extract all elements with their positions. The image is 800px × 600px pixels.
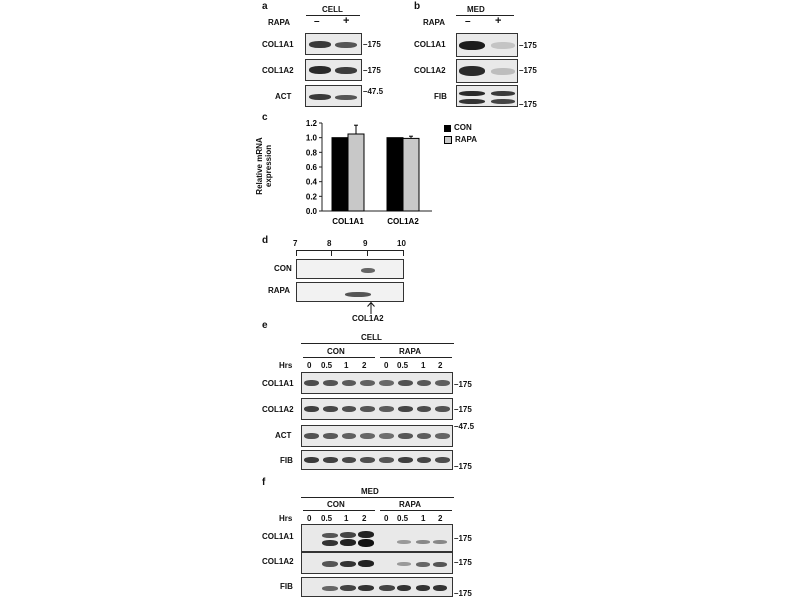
blot-band <box>459 99 485 104</box>
blot-band <box>491 42 515 49</box>
blot-band <box>398 406 413 412</box>
blot-band <box>433 540 447 544</box>
blot-strip <box>301 577 453 597</box>
blot-band <box>397 562 411 566</box>
scale-label: 9 <box>363 239 368 248</box>
legend-item-con <box>444 122 477 134</box>
blot-band <box>323 457 338 463</box>
condition-underline <box>380 510 452 511</box>
minus-sign: – <box>314 16 320 27</box>
timepoint: 2 <box>362 514 367 523</box>
blot-band <box>342 380 357 386</box>
timepoint: 0 <box>384 514 389 523</box>
timepoint: 0.5 <box>397 361 409 370</box>
blot-band <box>358 560 374 567</box>
condition-label: RAPA <box>399 347 422 356</box>
blot-band <box>360 457 375 463</box>
blot-band <box>335 95 357 100</box>
blot-strip <box>301 450 453 470</box>
blot-band <box>322 561 338 567</box>
blot-band <box>379 457 394 463</box>
blot-strip <box>456 59 518 83</box>
mw-marker: –175 <box>454 380 472 389</box>
blot-band <box>417 406 432 412</box>
mw-marker: –175 <box>454 589 472 598</box>
blot-band <box>491 68 515 75</box>
blot-band <box>309 94 331 100</box>
blot-strip <box>305 85 362 107</box>
scale-line <box>296 250 404 251</box>
legend-swatch <box>444 125 451 132</box>
group-underline <box>301 497 454 498</box>
timepoint: 0.5 <box>321 361 333 370</box>
timepoint: 0 <box>307 514 312 523</box>
blot-strip <box>305 33 362 55</box>
mw-marker: –175 <box>363 40 381 49</box>
mw-marker: –175 <box>519 66 537 75</box>
scale-tick <box>296 250 297 256</box>
blot-band <box>335 42 357 48</box>
y-tick-label: 0.2 <box>305 192 317 202</box>
scale-tick <box>367 250 368 256</box>
blot-band <box>342 433 357 439</box>
blot-band <box>304 433 319 439</box>
blot-band <box>360 433 375 439</box>
panel-letter-a: a <box>262 1 268 12</box>
group-underline <box>301 343 454 344</box>
arrow-up-icon <box>366 301 376 315</box>
blot-band <box>309 41 331 48</box>
mw-marker: –175 <box>363 66 381 75</box>
condition-label: RAPA <box>399 500 422 509</box>
blot-band <box>360 406 375 412</box>
timepoint: 0.5 <box>321 514 333 523</box>
blot-band <box>342 457 357 463</box>
blot-band <box>417 457 432 463</box>
blot-band <box>459 41 485 50</box>
mw-marker: –175 <box>519 41 537 50</box>
mw-marker: –47.5 <box>363 87 384 96</box>
row-label: FIB <box>434 92 447 101</box>
timepoint: 0.5 <box>397 514 409 523</box>
blot-strip <box>301 552 453 574</box>
plus-sign: + <box>495 15 502 27</box>
scale-label: 8 <box>327 239 332 248</box>
timepoint: 0 <box>307 361 312 370</box>
blot-band <box>416 540 430 544</box>
blot-band <box>397 585 411 591</box>
scale-tick <box>403 250 404 256</box>
group-label-cell: CELL <box>361 333 382 342</box>
mw-marker: –175 <box>454 405 472 414</box>
y-axis-title: Relative mRNA expression <box>254 137 273 195</box>
condition-underline <box>380 357 452 358</box>
timepoint: 2 <box>362 361 367 370</box>
blot-band <box>397 540 411 544</box>
y-axis-title-wrap <box>255 131 273 201</box>
blot-band <box>398 457 413 463</box>
row-label: RAPA <box>268 286 291 295</box>
blot-strip <box>296 259 404 279</box>
blot-band <box>340 561 356 567</box>
blot-strip <box>301 372 453 394</box>
treatment-label: RAPA <box>423 18 446 27</box>
blot-strip <box>301 398 453 420</box>
chart-legend <box>444 122 477 146</box>
blot-band <box>358 539 374 547</box>
blot-band <box>304 457 319 463</box>
y-tick-label: 0.4 <box>305 177 317 187</box>
blot-band <box>435 406 450 412</box>
condition-label: CON <box>327 347 345 356</box>
blot-band <box>379 380 394 386</box>
blot-band <box>379 406 394 412</box>
scale-label: 7 <box>293 239 298 248</box>
legend-item-rapa <box>444 134 477 146</box>
minus-sign: – <box>465 16 471 27</box>
blot-strip <box>305 59 362 81</box>
blot-band <box>435 433 450 439</box>
panel-letter-e: e <box>262 320 268 331</box>
bar-chart <box>290 115 440 230</box>
timepoint: 0 <box>384 361 389 370</box>
panel-letter-d: d <box>262 235 269 246</box>
panel-letter-b: b <box>414 1 421 12</box>
timepoint: 2 <box>438 361 443 370</box>
row-label: COL1A1 <box>262 40 294 49</box>
bar <box>387 138 403 211</box>
blot-strip <box>456 85 518 107</box>
blot-band <box>340 585 356 591</box>
legend-label: CON <box>454 123 472 132</box>
mw-marker: –175 <box>454 558 472 567</box>
bar <box>332 138 348 211</box>
condition-underline <box>303 357 375 358</box>
condition-label: CON <box>327 500 345 509</box>
legend-label: RAPA <box>455 135 478 144</box>
row-label: ACT <box>275 92 292 101</box>
timepoint: 1 <box>344 514 349 523</box>
blot-strip <box>456 33 518 57</box>
scale-tick <box>331 250 332 256</box>
group-label-med: MED <box>361 487 379 496</box>
blot-band <box>491 91 515 96</box>
bar <box>403 138 419 211</box>
row-label: ACT <box>275 431 292 440</box>
blot-band <box>323 406 338 412</box>
scale-label: 10 <box>397 239 406 248</box>
group-label-cell: CELL <box>322 5 343 14</box>
blot-band <box>322 533 338 538</box>
blot-strip <box>296 282 404 302</box>
blot-band <box>323 433 338 439</box>
blot-band <box>417 433 432 439</box>
treatment-label: RAPA <box>268 18 291 27</box>
blot-spot <box>345 292 371 297</box>
blot-band <box>304 380 319 386</box>
group-label-med: MED <box>467 5 485 14</box>
bar <box>348 134 364 211</box>
x-tick-label: COL1A1 <box>332 217 364 226</box>
row-label: COL1A1 <box>414 40 446 49</box>
blot-band <box>379 585 395 591</box>
blot-band <box>398 380 413 386</box>
condition-underline <box>303 510 375 511</box>
blot-band <box>416 562 430 567</box>
row-label: COL1A1 <box>262 532 294 541</box>
blot-band <box>433 562 447 567</box>
y-tick-label: 1.2 <box>305 119 317 128</box>
timepoint: 2 <box>438 514 443 523</box>
row-label: FIB <box>280 456 293 465</box>
panel-letter-c: c <box>262 112 268 123</box>
blot-band <box>340 532 356 538</box>
legend-swatch <box>444 136 452 144</box>
row-label: COL1A2 <box>262 557 294 566</box>
timepoint: 1 <box>344 361 349 370</box>
blot-band <box>323 380 338 386</box>
arrow-label: COL1A2 <box>352 314 384 323</box>
blot-band <box>435 457 450 463</box>
blot-band <box>304 406 319 412</box>
blot-band <box>435 380 450 386</box>
y-tick-label: 0.6 <box>305 163 317 172</box>
panel-letter-f: f <box>262 477 266 488</box>
blot-band <box>309 66 331 74</box>
mw-marker: –47.5 <box>454 422 475 431</box>
row-label: CON <box>274 264 292 273</box>
mw-marker: –175 <box>454 534 472 543</box>
blot-band <box>342 406 357 412</box>
row-label: COL1A2 <box>262 66 294 75</box>
row-label: FIB <box>280 582 293 591</box>
plus-sign: + <box>343 15 350 27</box>
blot-band <box>379 433 394 439</box>
hrs-label: Hrs <box>279 514 293 523</box>
mw-marker: –175 <box>519 100 537 109</box>
blot-spot <box>361 268 375 273</box>
y-tick-label: 1.0 <box>305 133 317 143</box>
blot-band <box>491 99 515 104</box>
blot-strip <box>301 425 453 447</box>
mw-marker: –175 <box>454 462 472 471</box>
blot-band <box>358 531 374 538</box>
blot-band <box>335 67 357 74</box>
row-label: COL1A2 <box>262 405 294 414</box>
blot-band <box>416 585 430 591</box>
x-tick-label: COL1A2 <box>387 217 419 226</box>
blot-band <box>358 585 374 591</box>
blot-band <box>360 380 375 386</box>
blot-band <box>322 586 338 591</box>
blot-strip <box>301 524 453 552</box>
blot-band <box>433 585 447 591</box>
blot-band <box>398 433 413 439</box>
timepoint: 1 <box>421 361 426 370</box>
blot-band <box>459 66 485 76</box>
row-label: COL1A1 <box>262 379 294 388</box>
y-tick-label: 0.8 <box>305 148 317 158</box>
timepoint: 1 <box>421 514 426 523</box>
blot-band <box>459 91 485 96</box>
y-tick-label: 0.0 <box>305 207 317 216</box>
blot-band <box>322 540 338 546</box>
blot-band <box>417 380 432 386</box>
blot-band <box>340 539 356 546</box>
row-label: COL1A2 <box>414 66 446 75</box>
hrs-label: Hrs <box>279 361 293 370</box>
